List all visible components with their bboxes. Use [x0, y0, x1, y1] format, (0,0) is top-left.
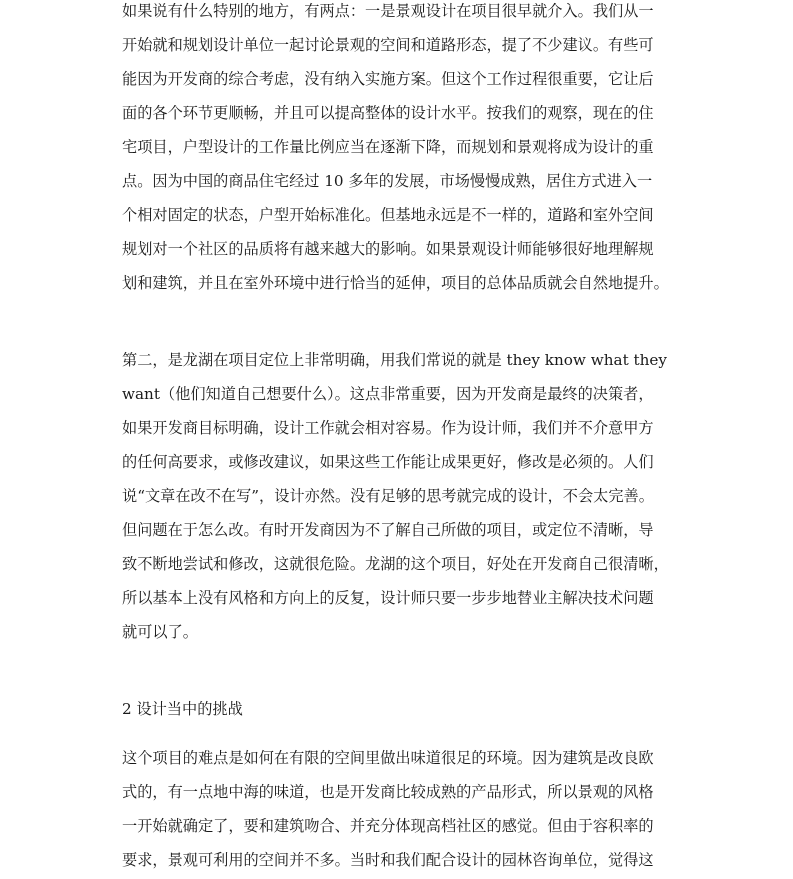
text-line: 一开始就确定了，要和建筑吻合、并充分体现高档社区的感觉。但由于容积率的	[122, 817, 654, 835]
text-line: 个相对固定的状态，户型开始标准化。但基地永远是不一样的，道路和室外空间	[122, 206, 654, 224]
text-line: 式的，有一点地中海的味道，也是开发商比较成熟的产品形式，所以景观的风格	[122, 783, 654, 801]
text-line: 开始就和规划设计单位一起讨论景观的空间和道路形态，提了不少建议。有些可	[122, 36, 654, 54]
text-line: 就可以了。	[122, 623, 198, 641]
text-line: 如果开发商目标明确，设计工作就会相对容易。作为设计师，我们并不介意甲方	[122, 419, 654, 437]
text-line: 宅项目，户型设计的工作量比例应当在逐渐下降，而规划和景观将成为设计的重	[122, 138, 654, 156]
text-line: 如果说有什么特别的地方，有两点：一是景观设计在项目很早就介入。我们从一	[122, 2, 654, 20]
text-line: 致不断地尝试和修改，这就很危险。龙湖的这个项目，好处在开发商自己很清晰，	[122, 555, 669, 573]
text-line: 划和建筑，并且在室外环境中进行恰当的延伸，项目的总体品质就会自然地提升。	[122, 274, 669, 292]
text-line: 说“文章在改不在写”，设计亦然。没有足够的思考就完成的设计，不会太完善。	[122, 487, 654, 505]
text-line: want（他们知道自己想要什么）。这点非常重要，因为开发商是最终的决策者，	[122, 385, 654, 403]
text-line: 第二，是龙湖在项目定位上非常明确，用我们常说的就是 they know what they	[122, 351, 667, 369]
text-line: 面的各个环节更顺畅，并且可以提高整体的设计水平。按我们的观察，现在的住	[122, 104, 654, 122]
text-line: 的任何高要求，或修改建议，如果这些工作能让成果更好，修改是必须的。人们	[122, 453, 654, 471]
text-line: 这个项目的难点是如何在有限的空间里做出味道很足的环境。因为建筑是改良欧	[122, 749, 654, 767]
text-line: 所以基本上没有风格和方向上的反复，设计师只要一步步地替业主解决技术问题	[122, 589, 654, 607]
text-line: 能因为开发商的综合考虑，没有纳入实施方案。但这个工作过程很重要，它让后	[122, 70, 654, 88]
text-line: 点。因为中国的商品住宅经过 10 多年的发展，市场慢慢成熟，居住方式进入一	[122, 172, 653, 190]
text-line: 规划对一个社区的品质将有越来越大的影响。如果景观设计师能够很好地理解规	[122, 240, 654, 258]
section-heading: 2 设计当中的挑战	[122, 700, 243, 718]
text-line: 但问题在于怎么改。有时开发商因为不了解自己所做的项目，或定位不清晰，导	[122, 521, 654, 539]
text-line: 要求，景观可利用的空间并不多。当时和我们配合设计的园林咨询单位，觉得这	[122, 851, 654, 869]
